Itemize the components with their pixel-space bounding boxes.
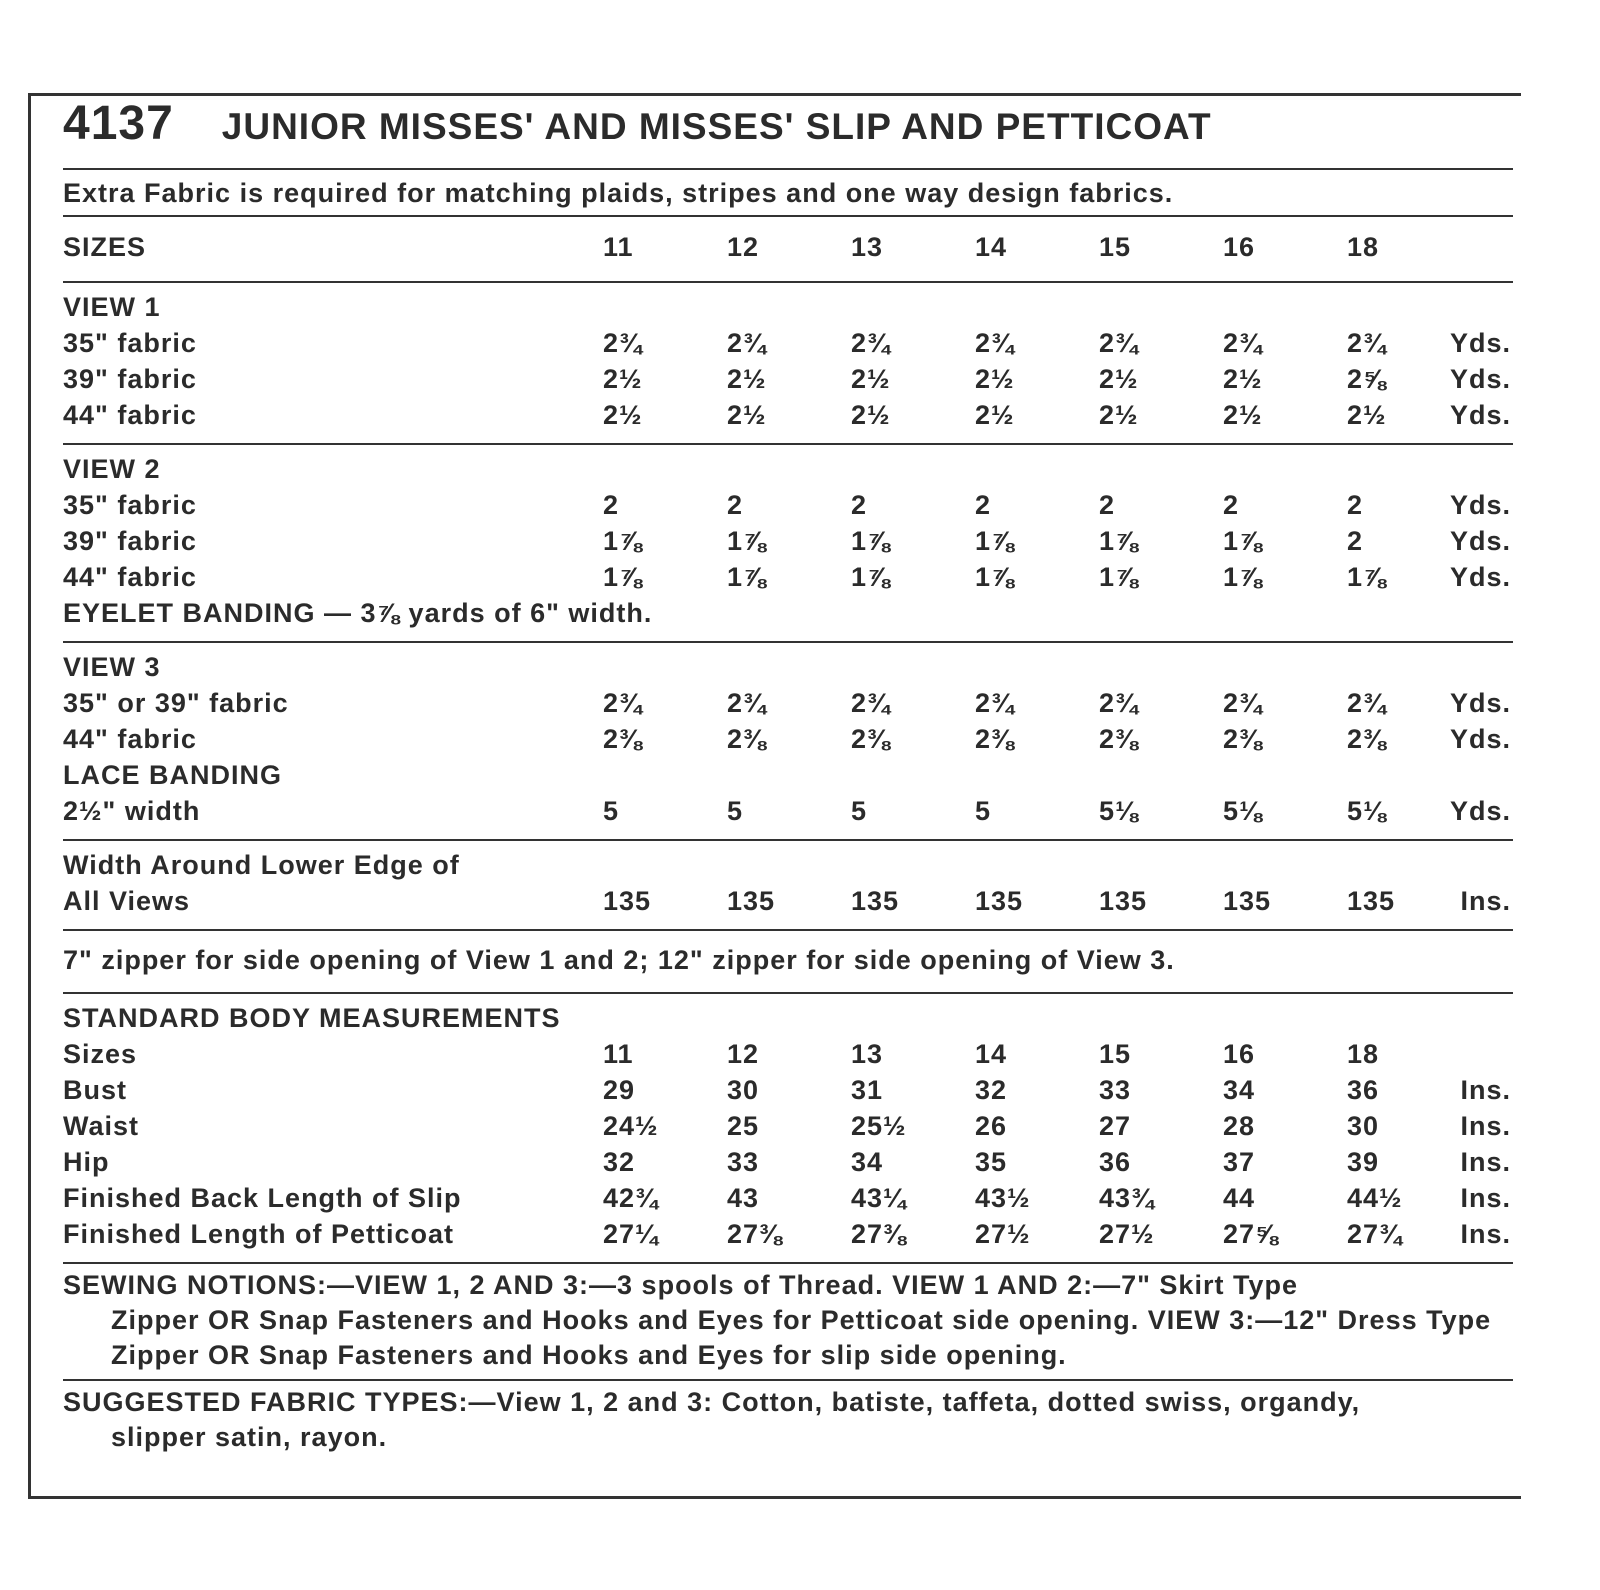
cell-value: 2¾ — [1347, 687, 1387, 718]
cell-value: 25 — [727, 1110, 760, 1141]
cell-value: 44½ — [1347, 1182, 1403, 1213]
table-row — [63, 523, 1513, 559]
unit-label: Yds. — [1449, 561, 1511, 592]
sewing-notions — [63, 1264, 1513, 1381]
cell-value: 5⅛ — [1223, 795, 1263, 826]
section-heading-row — [63, 847, 1513, 883]
row-label: Bust — [63, 1074, 127, 1105]
cell-value: 2½ — [851, 399, 891, 430]
unit-label: Yds. — [1449, 489, 1511, 520]
row-label: LACE BANDING — [63, 759, 282, 790]
cell-value: 30 — [727, 1074, 760, 1105]
cell-value: 5 — [851, 795, 868, 826]
extra-fabric-note: Extra Fabric is required for matching plaids, stripes and one way design fabrics. — [63, 170, 1513, 217]
sizes-header-row — [63, 217, 1513, 283]
cell-value: 35 — [975, 1146, 1008, 1177]
section-heading-row — [63, 649, 1513, 685]
cell-value: 2¾ — [727, 327, 767, 358]
cell-value: 2½ — [727, 363, 767, 394]
pattern-envelope-chart — [28, 93, 1521, 1499]
cell-value: 34 — [1223, 1074, 1256, 1105]
unit-label: Yds. — [1449, 525, 1511, 556]
cell-value: 5 — [727, 795, 744, 826]
unit-label: Yds. — [1449, 687, 1511, 718]
cell-value: 24½ — [603, 1110, 659, 1141]
size-header: 14 — [975, 231, 1008, 262]
sewing-notions-heading: SEWING NOTIONS:—VIEW 1, 2 AND 3:—3 spools of Thread. VIEW 1 AND 2:—7" Skirt Type — [63, 1270, 1298, 1300]
cell-value: 2¾ — [1347, 327, 1387, 358]
cell-value: 44 — [1223, 1182, 1256, 1213]
cell-value: 28 — [1223, 1110, 1256, 1141]
table-row — [63, 325, 1513, 361]
cell-value: 2 — [1099, 489, 1116, 520]
cell-value: 2⅜ — [975, 723, 1015, 754]
unit-label: Yds. — [1449, 327, 1511, 358]
cell-value: 2¾ — [1099, 687, 1139, 718]
table-row — [63, 685, 1513, 721]
cell-value: 34 — [851, 1146, 884, 1177]
chart-content — [63, 96, 1513, 1461]
cell-value: 135 — [1223, 885, 1272, 916]
body-measurements-section — [63, 994, 1513, 1264]
cell-value: 2⅜ — [1223, 723, 1263, 754]
cell-value: 2½ — [603, 399, 643, 430]
row-label: 44" fabric — [63, 723, 197, 754]
cell-value: 33 — [727, 1146, 760, 1177]
size-header: 15 — [1099, 231, 1132, 262]
cell-value: 2⅜ — [603, 723, 643, 754]
row-label: 39" fabric — [63, 363, 197, 394]
cell-value: 27¼ — [603, 1218, 659, 1249]
cell-value: 2¾ — [975, 327, 1015, 358]
size-header: 16 — [1223, 231, 1256, 262]
header — [63, 96, 1513, 170]
cell-value: 2½ — [1099, 363, 1139, 394]
section-2 — [63, 445, 1513, 643]
cell-value: 30 — [1347, 1110, 1380, 1141]
fabric-types-body: slipper satin, rayon. — [111, 1422, 388, 1452]
sizes-label: SIZES — [63, 231, 147, 262]
cell-value: 135 — [1099, 885, 1148, 916]
unit-label: Ins. — [1460, 1182, 1511, 1213]
cell-value: 18 — [1347, 1038, 1380, 1069]
section-heading: Width Around Lower Edge of — [63, 849, 460, 880]
section-heading-row — [63, 451, 1513, 487]
cell-value: 2 — [1347, 489, 1364, 520]
row-label: Finished Back Length of Slip — [63, 1182, 462, 1213]
cell-value: 1⅞ — [975, 561, 1015, 592]
cell-value: 2½ — [975, 363, 1015, 394]
cell-value: 2 — [975, 489, 992, 520]
cell-value: 2 — [851, 489, 868, 520]
unit-label: Yds. — [1449, 723, 1511, 754]
cell-value: 1⅞ — [1223, 525, 1263, 556]
table-row — [63, 1144, 1513, 1180]
unit-label: Ins. — [1460, 1218, 1511, 1249]
cell-value: 27¾ — [1347, 1218, 1403, 1249]
cell-value: 2¾ — [1223, 687, 1263, 718]
cell-value: 27½ — [1099, 1218, 1155, 1249]
cell-value: 2¾ — [603, 687, 643, 718]
cell-value: 135 — [851, 885, 900, 916]
cell-value: 2¾ — [975, 687, 1015, 718]
cell-value: 2¾ — [1099, 327, 1139, 358]
cell-value: 33 — [1099, 1074, 1132, 1105]
cell-value: 2½ — [727, 399, 767, 430]
cell-value: 1⅞ — [603, 561, 643, 592]
cell-value: 36 — [1347, 1074, 1380, 1105]
row-label: 35" fabric — [63, 489, 197, 520]
cell-value: 135 — [603, 885, 652, 916]
cell-value: 2⅜ — [851, 723, 891, 754]
cell-value: 2¾ — [603, 327, 643, 358]
cell-value: 2 — [1223, 489, 1240, 520]
cell-value: 1⅞ — [1223, 561, 1263, 592]
cell-value: 2½ — [1347, 399, 1387, 430]
table-row — [63, 487, 1513, 523]
row-label: Hip — [63, 1146, 110, 1177]
cell-value: 32 — [603, 1146, 636, 1177]
section-3 — [63, 643, 1513, 841]
section-heading: VIEW 2 — [63, 453, 161, 484]
cell-value: 15 — [1099, 1038, 1132, 1069]
table-row — [63, 1036, 1513, 1072]
section-1 — [63, 283, 1513, 445]
table-row — [63, 1180, 1513, 1216]
cell-value: 5⅛ — [1347, 795, 1387, 826]
cell-value: 37 — [1223, 1146, 1256, 1177]
fabric-types-heading: SUGGESTED FABRIC TYPES:—View 1, 2 and 3: Cotton, batiste, taffeta, dotted swiss, organdy, — [63, 1387, 1361, 1417]
cell-value: 25½ — [851, 1110, 907, 1141]
cell-value: 43½ — [975, 1182, 1031, 1213]
row-label: EYELET BANDING — 3⅞ yards of 6" width. — [63, 597, 653, 628]
section-heading: VIEW 3 — [63, 651, 161, 682]
row-label: Finished Length of Petticoat — [63, 1218, 454, 1249]
table-row — [63, 883, 1513, 919]
cell-value: 12 — [727, 1038, 760, 1069]
unit-label: Yds. — [1449, 795, 1511, 826]
table-row — [63, 793, 1513, 829]
unit-label: Ins. — [1460, 885, 1511, 916]
cell-value: 5 — [603, 795, 620, 826]
section-heading: VIEW 1 — [63, 291, 161, 322]
pattern-title: JUNIOR MISSES' AND MISSES' SLIP AND PETTICOAT — [221, 106, 1212, 147]
row-label: Sizes — [63, 1038, 138, 1069]
cell-value: 2 — [727, 489, 744, 520]
cell-value: 2½ — [1223, 363, 1263, 394]
cell-value: 14 — [975, 1038, 1008, 1069]
cell-value: 2½ — [851, 363, 891, 394]
cell-value: 13 — [851, 1038, 884, 1069]
cell-value: 1⅞ — [727, 561, 767, 592]
cell-value: 1⅞ — [603, 525, 643, 556]
cell-value: 27⅝ — [1223, 1218, 1279, 1249]
unit-label: Ins. — [1460, 1110, 1511, 1141]
cell-value: 1⅞ — [851, 561, 891, 592]
table-row — [63, 757, 1513, 793]
section-heading-row — [63, 289, 1513, 325]
size-header: 18 — [1347, 231, 1380, 262]
row-label: Waist — [63, 1110, 140, 1141]
suggested-fabric-types — [63, 1381, 1513, 1461]
cell-value: 5 — [975, 795, 992, 826]
cell-value: 43 — [727, 1182, 760, 1213]
cell-value: 2⅜ — [727, 723, 767, 754]
row-label: 44" fabric — [63, 399, 197, 430]
cell-value: 2⅜ — [1099, 723, 1139, 754]
cell-value: 32 — [975, 1074, 1008, 1105]
cell-value: 5⅛ — [1099, 795, 1139, 826]
row-label: 44" fabric — [63, 561, 197, 592]
size-header: 13 — [851, 231, 884, 262]
cell-value: 27⅜ — [727, 1218, 783, 1249]
cell-value: 11 — [603, 1038, 634, 1069]
cell-value: 1⅞ — [1099, 561, 1139, 592]
cell-value: 2⅜ — [1347, 723, 1387, 754]
unit-label: Ins. — [1460, 1074, 1511, 1105]
table-row — [63, 721, 1513, 757]
table-row — [63, 559, 1513, 595]
cell-value: 135 — [975, 885, 1024, 916]
zipper-note: 7" zipper for side opening of View 1 and 2; 12" zipper for side opening of View 3. — [63, 931, 1513, 994]
table-row — [63, 1072, 1513, 1108]
cell-value: 29 — [603, 1074, 636, 1105]
cell-value: 1⅞ — [727, 525, 767, 556]
cell-value: 27⅜ — [851, 1218, 907, 1249]
size-header: 11 — [603, 231, 634, 262]
cell-value: 2½ — [1223, 399, 1263, 430]
cell-value: 16 — [1223, 1038, 1256, 1069]
cell-value: 2 — [1347, 525, 1364, 556]
cell-value: 1⅞ — [1347, 561, 1387, 592]
unit-label: Yds. — [1449, 363, 1511, 394]
row-label: 35" fabric — [63, 327, 197, 358]
row-label: 2½" width — [63, 795, 201, 826]
table-row — [63, 361, 1513, 397]
cell-value: 1⅞ — [1099, 525, 1139, 556]
cell-value: 26 — [975, 1110, 1008, 1141]
row-label: 39" fabric — [63, 525, 197, 556]
row-label: All Views — [63, 885, 191, 916]
cell-value: 43¾ — [1099, 1182, 1155, 1213]
cell-value: 2¾ — [1223, 327, 1263, 358]
unit-label: Ins. — [1460, 1146, 1511, 1177]
cell-value: 2½ — [603, 363, 643, 394]
cell-value: 2 — [603, 489, 620, 520]
section-4 — [63, 841, 1513, 931]
table-row — [63, 1108, 1513, 1144]
cell-value: 27 — [1099, 1110, 1132, 1141]
cell-value: 2¾ — [851, 687, 891, 718]
pattern-number: 4137 — [63, 97, 174, 150]
table-row — [63, 1216, 1513, 1252]
cell-value: 2½ — [1099, 399, 1139, 430]
cell-value: 2¾ — [727, 687, 767, 718]
cell-value: 135 — [1347, 885, 1396, 916]
cell-value: 2¾ — [851, 327, 891, 358]
cell-value: 135 — [727, 885, 776, 916]
cell-value: 39 — [1347, 1146, 1380, 1177]
section-heading: STANDARD BODY MEASUREMENTS — [63, 1002, 561, 1033]
cell-value: 1⅞ — [851, 525, 891, 556]
row-label: 35" or 39" fabric — [63, 687, 289, 718]
sewing-notions-body: Zipper OR Snap Fasteners and Hooks and Eyes for Petticoat side opening. VIEW 3:—12" Dress Type Zipper OR Snap Fasteners and Hooks and Eyes for slip side opening. — [111, 1305, 1492, 1370]
size-header: 12 — [727, 231, 760, 262]
table-row — [63, 397, 1513, 433]
cell-value: 1⅞ — [975, 525, 1015, 556]
cell-value: 42¾ — [603, 1182, 659, 1213]
cell-value: 43¼ — [851, 1182, 907, 1213]
unit-label: Yds. — [1449, 399, 1511, 430]
cell-value: 31 — [851, 1074, 884, 1105]
cell-value: 27½ — [975, 1218, 1031, 1249]
table-row — [63, 595, 1513, 631]
cell-value: 2½ — [975, 399, 1015, 430]
cell-value: 36 — [1099, 1146, 1132, 1177]
cell-value: 2⅝ — [1347, 363, 1387, 394]
